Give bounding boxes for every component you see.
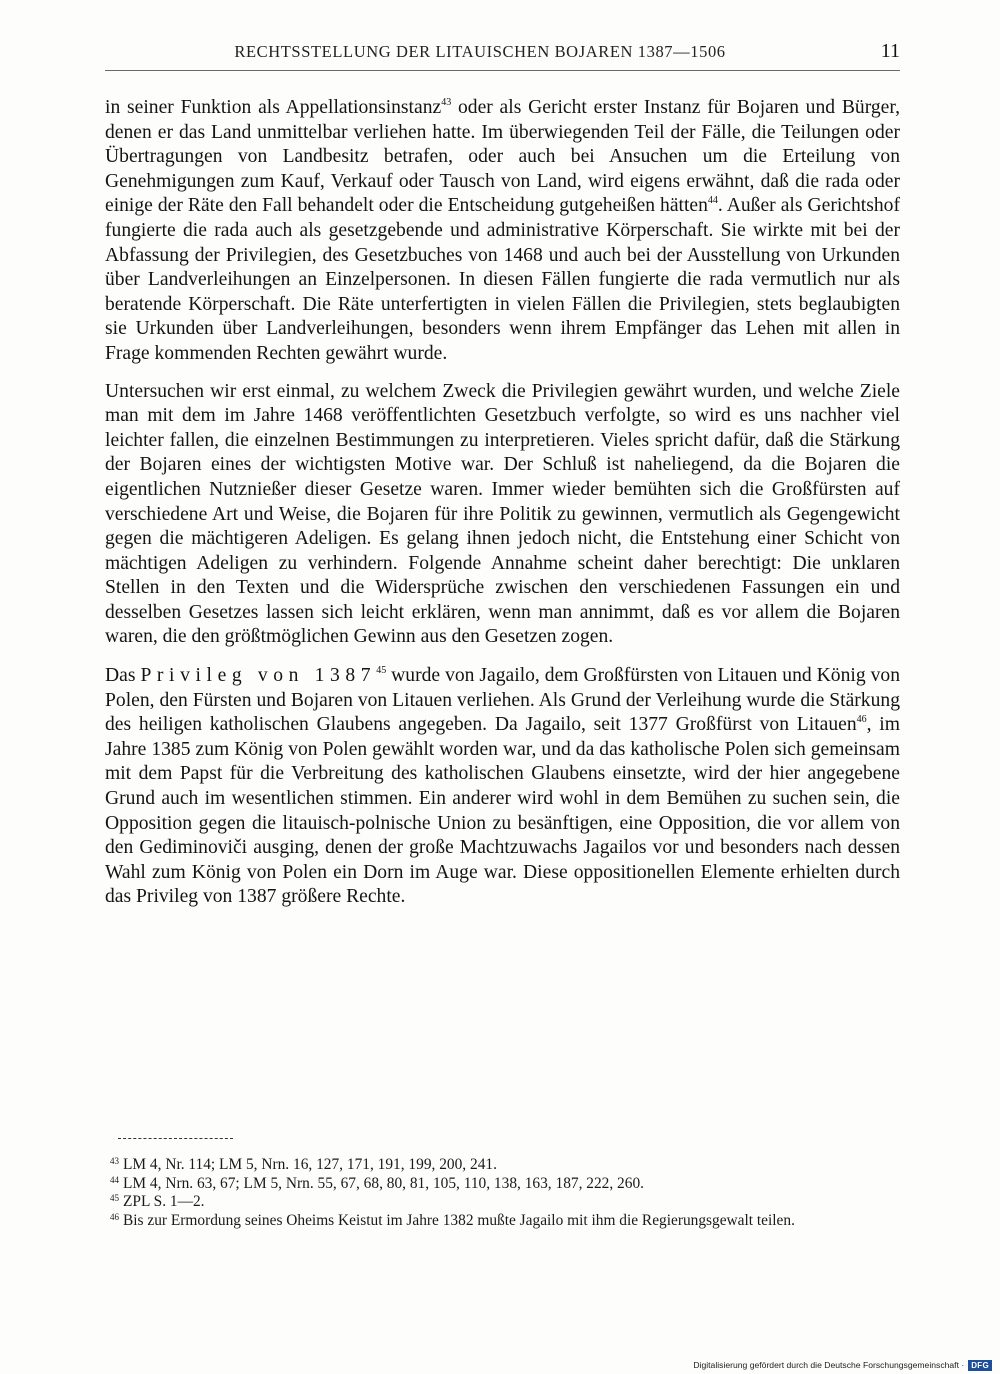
running-header [105, 40, 900, 68]
header-rule [105, 70, 900, 71]
footnote-ref-44: 44 [707, 195, 718, 207]
paragraph-text: oder als Gericht erster Instanz für Bojaren und Bürger, denen er das Land unmittelbar verliehen hatte. Im überwiegenden Teil der Fälle, die Teilungen oder Übertragungen von Landbesitz betrafen, oder auch bei Ansuchen um die Erteilung von Genehmigungen zum Kauf, Verkauf oder Tausch von Land, wird eigens erwähnt, daß die rada oder einige der Räte den Fall behandelt oder die Entscheidung gutgeheißen hätten [105, 97, 900, 217]
paragraph-1 [105, 96, 900, 367]
footnote [110, 1156, 900, 1175]
paragraph-text: wurde von Jagailo, dem Großfürsten von Litauen und König von Polen, den Fürsten und Bojaren von Litauen verliehen. Als Grund der Verleihung wurde die Stärkung des heiligen katholischen Glaubens angegeben. Da Jagailo, seit 1377 Großfürst von Litauen [105, 665, 900, 736]
paragraph-text: , im Jahre 1385 zum König von Polen gewählt worden war, und da das katholische Polen sich gemeinsam mit dem Papst für die Verbreitung des katholischen Glaubens einsetzte, wird der hier angegebene Grund auch im wesentlichen stimmen. Ein anderer wird wohl in dem Bemühen zu suchen sein, die Opposition gegen die litauisch-polnische Union zu besänftigen, eine Opposition, die vor allem von den Gediminoviči ausging, denen der große Machtzuwachs Jagailos vor und besonders nach dessen Wahl zum König von Polen ein Dorn im Auge war. Diese oppositionellen Elemente erhielten durch das Privileg von 1387 größere Rechte. [105, 714, 900, 908]
header-title: RECHTSSTELLUNG DER LITAUISCHEN BOJAREN 1387—1506 [234, 42, 726, 61]
footnote-ref-43: 43 [441, 97, 452, 108]
footnote [110, 1193, 900, 1212]
footnote-text: LM 4, Nrn. 63, 67; LM 5, Nrn. 55, 67, 68, 80, 81, 105, 110, 138, 163, 187, 222, 260. [123, 1174, 644, 1192]
footnote-text: LM 4, Nr. 114; LM 5, Nrn. 16, 127, 171, 191, 199, 200, 241. [123, 1156, 497, 1173]
footnote [110, 1175, 900, 1194]
footnote-ref-46: 46 [856, 714, 867, 726]
paragraph-text: Das [105, 665, 141, 687]
paragraph-3 [105, 664, 900, 910]
paragraph-text: . Außer als Gerichtshof fungierte die rada auch als gesetzgebende und administrative Körperschaft. Sie wirkte mit bei der Abfassung der Privilegien, des Gesetzbuches von 1468 und auch bei der Ausstellung von Urkunden über Landverleihungen an Einzelpersonen. In diesen Fällen fungierte die rada vermutlich nur als beratende Körperschaft. Die Räte unterfertigten in vielen Fällen die Privilegien, stets beglaubigten sie Urkunden über Landverleihungen, besonders wenn ihrem Empfänger das Lehen mit allen in Frage kommenden Rechten gewährt wurde. [105, 195, 900, 364]
page-number: 11 [880, 40, 900, 62]
footnote-number: 43 [110, 1156, 119, 1166]
paragraph-text: in seiner Funktion als Appellationsinstanz [105, 97, 442, 118]
footnote [110, 1212, 900, 1231]
footnote-text: ZPL S. 1—2. [123, 1193, 205, 1210]
paragraph-2 [105, 380, 900, 651]
paragraph-text: Untersuchen wir erst einmal, zu welchem Zweck die Privilegien gewährt wurden, und welche Ziele man mit dem im Jahre 1468 veröffentlichten Gesetzbuch verfolgte, so wird es uns nachher viel leichter fallen, die einzelnen Bestimmungen zu interpretieren. Vieles spricht dafür, daß die Stärkung der Bojaren eines der wichtigsten Motive war. Der Schluß ist naheliegend, da die Bojaren die eigentlichen Nutznießer dieser Gesetze waren. Immer wieder bemühten sich die Großfürsten auf verschiedene Art und Weise, die Bojaren für ihre Politik zu gewinnen, vermutlich als Gegengewicht gegen die mächtigeren Adeligen. Es gelang ihnen jedoch nicht, die Entstehung einer Schicht von mächtigen Adeligen zu verhindern. Folgende Annahme scheint daher berechtigt: Die unklaren Stellen in den Texten und die Widersprüche zwischen den verschiedenen Fassungen ein und desselben Gesetzes lassen sich leicht erklären, wenn man annimmt, daß es vor allem die Bojaren waren, die den größtmöglichen Gewinn aus den Gesetzen zogen. [105, 380, 900, 648]
footnote-text: Bis zur Ermordung seines Oheims Keistut im Jahre 1382 mußte Jagailo mit ihm die Regierungsgewalt teilen. [123, 1211, 795, 1229]
emphasized-term: Privileg von 1387 [140, 665, 377, 687]
footnote-ref-45: 45 [376, 665, 387, 677]
footnote-number: 45 [110, 1193, 119, 1203]
dfg-logo-icon: DFG [968, 1360, 992, 1371]
footnote-separator [118, 1138, 233, 1140]
footnote-number: 44 [110, 1174, 119, 1185]
footnote-number: 46 [110, 1211, 119, 1222]
body-text [105, 96, 900, 910]
credit-text: Digitalisierung gefördert durch die Deutsche Forschungsgemeinschaft · [693, 1360, 965, 1370]
digitization-credit [693, 1358, 992, 1372]
footnotes [110, 1156, 900, 1230]
